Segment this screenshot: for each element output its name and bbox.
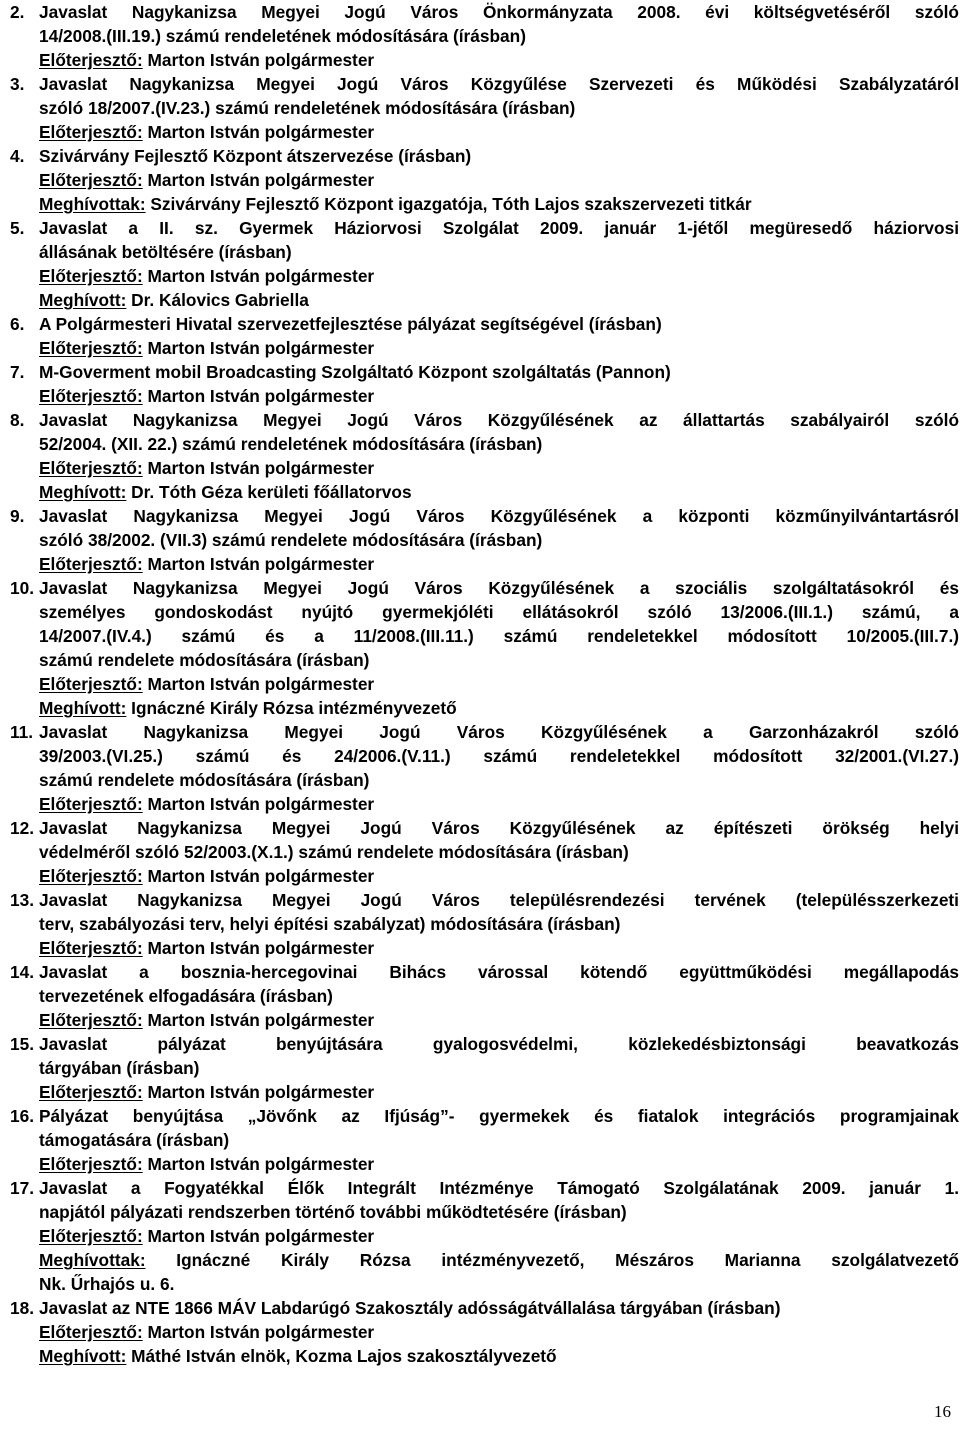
agenda-role-line (39, 1008, 959, 1032)
agenda-item-body (39, 360, 959, 408)
role-label: Előterjesztő: (39, 1154, 143, 1174)
line-text: Javaslat Nagykanizsa Megyei Jogú Város Közgyűlésének a szociális szolgáltatásokról és (39, 578, 959, 598)
agenda-item (0, 1296, 960, 1368)
agenda-role-line (39, 936, 959, 960)
agenda-item-body (39, 408, 959, 504)
line-text: A Polgármesteri Hivatal szervezetfejlesztése pályázat segítségével (írásban) (39, 314, 662, 334)
line-text: Javaslat Nagykanizsa Megyei Jogú Város Közgyűlésének az állattartás szabályairól szóló (39, 410, 959, 430)
role-value: Dr. Tóth Géza kerületi főállatorvos (126, 482, 412, 502)
agenda-item-number: 14. (10, 962, 35, 982)
agenda-item-body (39, 0, 959, 72)
agenda-item-body (39, 1176, 959, 1296)
role-value: Ignáczné Király Rózsa intézményvezető (126, 698, 457, 718)
agenda-item-body (39, 144, 959, 216)
line-text: személyes gondoskodást nyújtó gyermekjóléti ellátásokról szóló 13/2006.(III.1.) számú, a (39, 602, 959, 622)
agenda-item-number: 11. (10, 722, 34, 742)
agenda-text-line (39, 1128, 959, 1152)
agenda-role-line (39, 48, 959, 72)
line-text: Javaslat Nagykanizsa Megyei Jogú Város Közgyűlésének a központi közműnyilvántartásról (39, 506, 959, 526)
agenda-text-line (39, 360, 959, 384)
agenda-role-line (39, 1320, 959, 1344)
agenda-item-body (39, 1104, 959, 1176)
agenda-text-line (39, 744, 959, 768)
line-text: szóló 38/2002. (VII.3) számú rendelete módosítására (írásban) (39, 530, 543, 550)
line-text: Javaslat Nagykanizsa Megyei Jogú Város településrendezési tervének (településszerkezeti (39, 890, 959, 910)
agenda-item-number: 4. (10, 146, 25, 166)
role-label: Előterjesztő: (39, 794, 143, 814)
agenda-item (0, 408, 960, 504)
agenda-text-line (39, 600, 959, 624)
line-text: számú rendelete módosítására (írásban) (39, 770, 370, 790)
role-value: Marton István polgármester (142, 1226, 375, 1246)
agenda-item-body (39, 1296, 959, 1368)
agenda-item (0, 504, 960, 576)
role-value: Marton István polgármester (142, 866, 375, 886)
role-label: Előterjesztő: (39, 866, 143, 886)
agenda-text-line (39, 96, 959, 120)
role-value: Marton István polgármester (142, 386, 375, 406)
line-text: állásának betöltésére (írásban) (39, 242, 292, 262)
agenda-role-line (39, 336, 959, 360)
line-text: Javaslat az NTE 1866 MÁV Labdarúgó Szakosztály adósságátvállalása tárgyában (írásban) (39, 1298, 781, 1318)
agenda-role-line (39, 192, 959, 216)
role-value: Marton István polgármester (142, 1010, 375, 1030)
agenda-item-body (39, 888, 959, 960)
agenda-item-number: 16. (10, 1106, 35, 1126)
agenda-item-body (39, 216, 959, 312)
agenda-text-line (39, 984, 959, 1008)
agenda-text-line (39, 1296, 959, 1320)
agenda-item (0, 576, 960, 720)
agenda-item-number: 7. (10, 362, 25, 382)
line-text: támogatására (írásban) (39, 1130, 230, 1150)
agenda-text-line (39, 624, 959, 648)
line-text: 14/2007.(IV.4.) számú és a 11/2008.(III.11.) számú rendeletekkel módosított 10/2005.(III.7.) (39, 626, 959, 646)
line-text: tervezetének elfogadására (írásban) (39, 986, 333, 1006)
agenda-item (0, 720, 960, 816)
line-text: szóló 18/2007.(IV.23.) számú rendeletének módosítására (írásban) (39, 98, 576, 118)
role-value: Marton István polgármester (142, 674, 375, 694)
line-text: számú rendelete módosítására (írásban) (39, 650, 370, 670)
role-value: Máthé István elnök, Kozma Lajos szakosztályvezető (126, 1346, 557, 1366)
agenda-role-line (39, 264, 959, 288)
role-label: Előterjesztő: (39, 1226, 143, 1246)
agenda-item-number: 17. (10, 1178, 35, 1198)
line-text: terv, szabályozási terv, helyi építési szabályzat) módosítására (írásban) (39, 914, 621, 934)
agenda-item (0, 144, 960, 216)
agenda-item-number: 9. (10, 506, 25, 526)
page-number: 16 (934, 1402, 951, 1421)
agenda-role-line (39, 1080, 959, 1104)
agenda-item-number: 2. (10, 2, 25, 22)
agenda-role-line (39, 696, 959, 720)
role-label: Előterjesztő: (39, 554, 143, 574)
role-label: Meghívottak: (39, 1250, 146, 1270)
role-value: Marton István polgármester (142, 266, 375, 286)
agenda-role-line (39, 552, 959, 576)
agenda-text-line (39, 840, 959, 864)
agenda-item-body (39, 720, 959, 816)
line-text: Javaslat a II. sz. Gyermek Háziorvosi Szolgálat 2009. január 1-jétől megüresedő háziorvosi (39, 218, 959, 238)
line-text: Javaslat a bosznia-hercegovinai Bihács várossal kötendő együttműködési megállapodás (39, 962, 959, 982)
role-label: Előterjesztő: (39, 458, 143, 478)
agenda-text-line (39, 240, 959, 264)
role-value: Ignáczné Király Rózsa intézményvezető, Mészáros Marianna szolgálatvezető (145, 1250, 959, 1270)
role-label: Előterjesztő: (39, 50, 143, 70)
agenda-role-line (39, 288, 959, 312)
role-value: Marton István polgármester (142, 458, 375, 478)
role-label: Előterjesztő: (39, 1010, 143, 1030)
agenda-item (0, 888, 960, 960)
agenda-text-line (39, 816, 959, 840)
agenda-role-line (39, 672, 959, 696)
line-text: Szivárvány Fejlesztő Központ átszervezése (írásban) (39, 146, 472, 166)
line-text: Pályázat benyújtása „Jövőnk az Ifjúság”- gyermekek és fiatalok integrációs programjainak (39, 1106, 959, 1126)
agenda-item (0, 0, 960, 72)
agenda-item-body (39, 576, 959, 720)
line-text: 39/2003.(VI.25.) számú és 24/2006.(V.11.) számú rendeletekkel módosított 32/2001.(VI.27.) (39, 746, 959, 766)
role-value: Marton István polgármester (142, 554, 375, 574)
agenda-item (0, 216, 960, 312)
role-label: Meghívott: (39, 290, 127, 310)
role-value: Marton István polgármester (142, 338, 375, 358)
role-label: Meghívott: (39, 698, 127, 718)
agenda-text-line (39, 720, 959, 744)
line-text: napjától pályázati rendszerben történő további működtetésére (írásban) (39, 1202, 627, 1222)
agenda-text-line (39, 72, 959, 96)
agenda-role-line (39, 456, 959, 480)
role-label: Előterjesztő: (39, 386, 143, 406)
agenda-item-body (39, 504, 959, 576)
agenda-item (0, 816, 960, 888)
line-text: védelméről szóló 52/2003.(X.1.) számú rendelete módosítására (írásban) (39, 842, 629, 862)
agenda-role-line (39, 480, 959, 504)
agenda-text-line (39, 0, 959, 24)
agenda-item (0, 360, 960, 408)
agenda-text-line (39, 144, 959, 168)
role-value: Marton István polgármester (142, 1322, 375, 1342)
agenda-item (0, 1032, 960, 1104)
role-value: Marton István polgármester (142, 1082, 375, 1102)
agenda-role-line (39, 1224, 959, 1248)
role-label: Előterjesztő: (39, 1322, 143, 1342)
agenda-text-line (39, 24, 959, 48)
line-text: Javaslat Nagykanizsa Megyei Jogú Város Önkormányzata 2008. évi költségvetéséről szóló (39, 2, 959, 22)
role-label: Meghívott: (39, 482, 127, 502)
agenda-item-number: 13. (10, 890, 35, 910)
role-label: Meghívott: (39, 1346, 127, 1366)
role-value: Marton István polgármester (142, 122, 375, 142)
agenda-item-number: 5. (10, 218, 25, 238)
agenda-role-line (39, 120, 959, 144)
agenda-text-line (39, 528, 959, 552)
agenda-role-line (39, 168, 959, 192)
agenda-item-number: 3. (10, 74, 25, 94)
agenda-item-body (39, 72, 959, 144)
line-text: M-Goverment mobil Broadcasting Szolgáltató Központ szolgáltatás (Pannon) (39, 362, 671, 382)
agenda-role-line (39, 384, 959, 408)
agenda-role-line (39, 1248, 959, 1272)
role-value: Marton István polgármester (142, 1154, 375, 1174)
line-text: tárgyában (írásban) (39, 1058, 200, 1078)
line-text: Javaslat a Fogyatékkal Élők Integrált Intézménye Támogató Szolgálatának 2009. január 1. (39, 1178, 959, 1198)
role-value: Szivárvány Fejlesztő Központ igazgatója, Tóth Lajos szakszervezeti titkár (145, 194, 752, 214)
agenda-text-line (39, 408, 959, 432)
agenda-item-number: 8. (10, 410, 25, 430)
agenda-item (0, 72, 960, 144)
agenda-text-line (39, 648, 959, 672)
role-label: Meghívottak: (39, 194, 146, 214)
agenda-item-body (39, 312, 959, 360)
role-value: Dr. Kálovics Gabriella (126, 290, 309, 310)
agenda-text-line (39, 1104, 959, 1128)
line-text: Javaslat Nagykanizsa Megyei Jogú Város Közgyűlésének a Garzonházakról szóló (39, 722, 959, 742)
agenda-text-line (39, 960, 959, 984)
agenda-text-line (39, 1200, 959, 1224)
agenda-text-line (39, 312, 959, 336)
line-text: 14/2008.(III.19.) számú rendeletének módosítására (írásban) (39, 26, 526, 46)
agenda-item (0, 960, 960, 1032)
agenda-text-line (39, 504, 959, 528)
line-text: Javaslat Nagykanizsa Megyei Jogú Város Közgyűlése Szervezeti és Működési Szabályzatáról (39, 74, 959, 94)
agenda-role-line (39, 1152, 959, 1176)
role-value: Marton István polgármester (142, 794, 375, 814)
agenda-text-line (39, 216, 959, 240)
role-label: Előterjesztő: (39, 1082, 143, 1102)
role-value: Marton István polgármester (142, 50, 375, 70)
line-text: Nk. Űrhajós u. 6. (39, 1274, 175, 1294)
agenda-text-line (39, 1056, 959, 1080)
agenda-item-number: 10. (10, 578, 35, 598)
role-label: Előterjesztő: (39, 938, 143, 958)
role-value: Marton István polgármester (142, 938, 375, 958)
agenda-item (0, 1176, 960, 1296)
role-label: Előterjesztő: (39, 266, 143, 286)
agenda-item-number: 12. (10, 818, 35, 838)
role-label: Előterjesztő: (39, 122, 143, 142)
agenda-item (0, 312, 960, 360)
role-value: Marton István polgármester (142, 170, 375, 190)
role-label: Előterjesztő: (39, 338, 143, 358)
agenda-role-line (39, 1344, 959, 1368)
agenda-text-line (39, 768, 959, 792)
agenda-role-line (39, 792, 959, 816)
agenda-text-line (39, 1272, 959, 1296)
agenda-item-number: 6. (10, 314, 25, 334)
agenda-role-line (39, 864, 959, 888)
agenda-text-line (39, 912, 959, 936)
role-label: Előterjesztő: (39, 674, 143, 694)
line-text: 52/2004. (XII. 22.) számú rendeletének módosítására (írásban) (39, 434, 543, 454)
line-text: Javaslat Nagykanizsa Megyei Jogú Város Közgyűlésének az építészeti örökség helyi (39, 818, 959, 838)
agenda-item (0, 1104, 960, 1176)
agenda-item-body (39, 960, 959, 1032)
agenda-text-line (39, 888, 959, 912)
agenda-text-line (39, 432, 959, 456)
agenda-text-line (39, 1032, 959, 1056)
agenda-text-line (39, 576, 959, 600)
agenda-text-line (39, 1176, 959, 1200)
agenda-item-number: 18. (10, 1298, 35, 1318)
line-text: Javaslat pályázat benyújtására gyalogosvédelmi, közlekedésbiztonsági beavatkozás (39, 1034, 959, 1054)
agenda-item-body (39, 1032, 959, 1104)
role-label: Előterjesztő: (39, 170, 143, 190)
agenda-item-body (39, 816, 959, 888)
agenda-item-number: 15. (10, 1034, 35, 1054)
